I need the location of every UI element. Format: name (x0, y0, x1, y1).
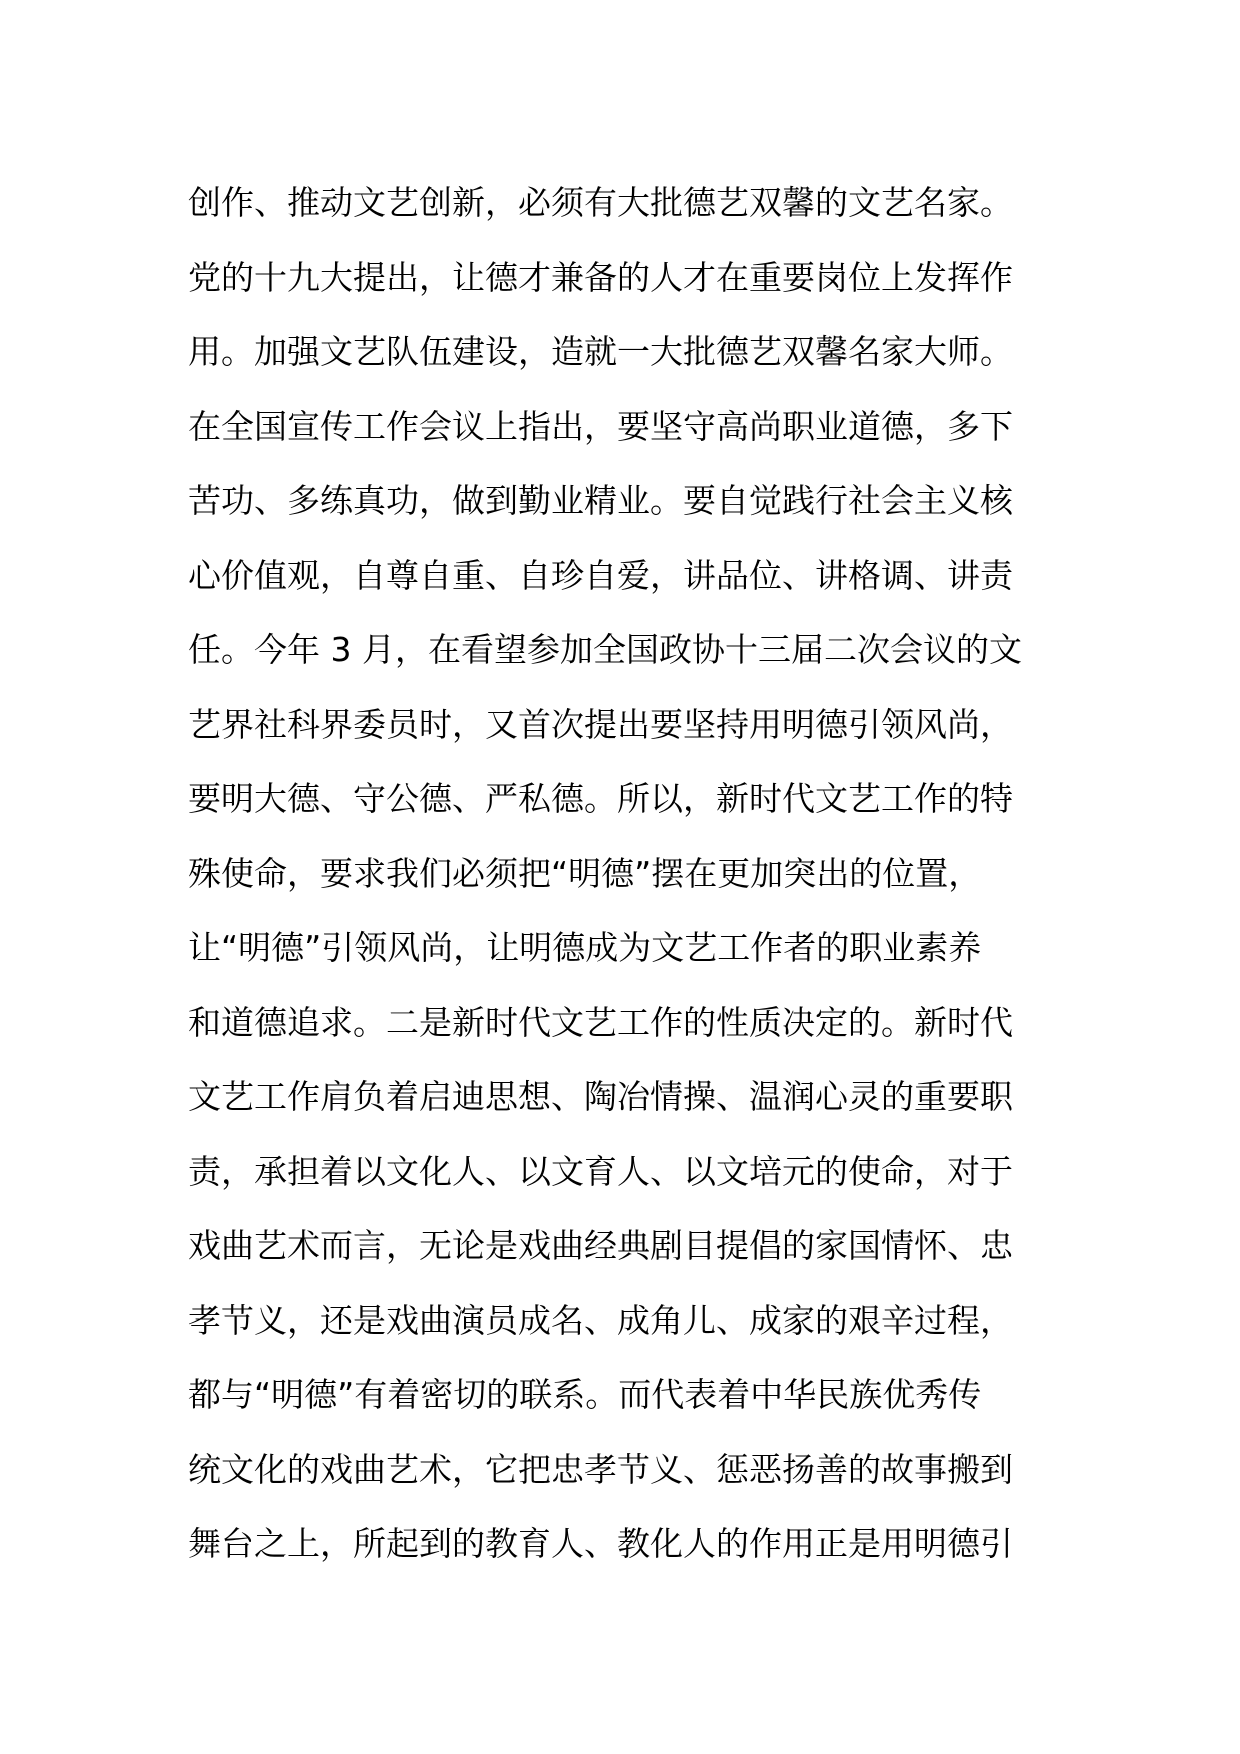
text-line: 艺界社科界委员时，又首次提出要坚持用明德引领风尚， (188, 704, 1013, 744)
text-line: 党的十九大提出，让德才兼备的人才在重要岗位上发挥作 (188, 257, 1013, 297)
text-line: 用。加强文艺队伍建设，造就一大批德艺双馨名家大师。 (188, 332, 1013, 371)
text-line: 舞台之上，所起到的教育人、教化人的作用正是用明德引 (188, 1524, 1013, 1563)
text-line: 戏曲艺术而言，无论是戏曲经典剧目提倡的家国情怀、忠 (188, 1226, 1013, 1265)
text-line: 创作、推动文艺创新，必须有大批德艺双馨的文艺名家。 (188, 183, 1013, 222)
text-line: 任。今年 3 月，在看望参加全国政协十三届二次会议的文 (188, 630, 1022, 669)
text-line: 和道德追求。二是新时代文艺工作的性质决定的。新时代 (188, 1002, 1013, 1042)
text-line: 心价值观，自尊自重、自珍自爱，讲品位、讲格调、讲责 (188, 555, 1013, 595)
text-line: 要明大德、守公德、严私德。所以，新时代文艺工作的特 (188, 779, 1013, 818)
text-line: 责，承担着以文化人、以文育人、以文培元的使命，对于 (188, 1151, 1013, 1191)
text-line: 统文化的戏曲艺术，它把忠孝节义、惩恶扬善的故事搬到 (188, 1449, 1013, 1489)
body-text (188, 166, 1068, 1582)
text-line: 苦功、多练真功，做到勤业精业。要自觉践行社会主义核 (188, 481, 1013, 520)
text-line: 文艺工作肩负着启迪思想、陶冶情操、温润心灵的重要职 (188, 1077, 1013, 1116)
text-line: 殊使命，要求我们必须把“明德”摆在更加突出的位置， (188, 853, 982, 893)
text-line: 让“明德”引领风尚，让明德成为文艺工作者的职业素养 (188, 928, 982, 967)
text-line: 孝节义，还是戏曲演员成名、成角儿、成家的艰辛过程， (188, 1300, 1013, 1340)
text-line: 在全国宣传工作会议上指出，要坚守高尚职业道德，多下 (188, 406, 1013, 446)
text-line: 都与“明德”有着密切的联系。而代表着中华民族优秀传 (188, 1375, 982, 1414)
